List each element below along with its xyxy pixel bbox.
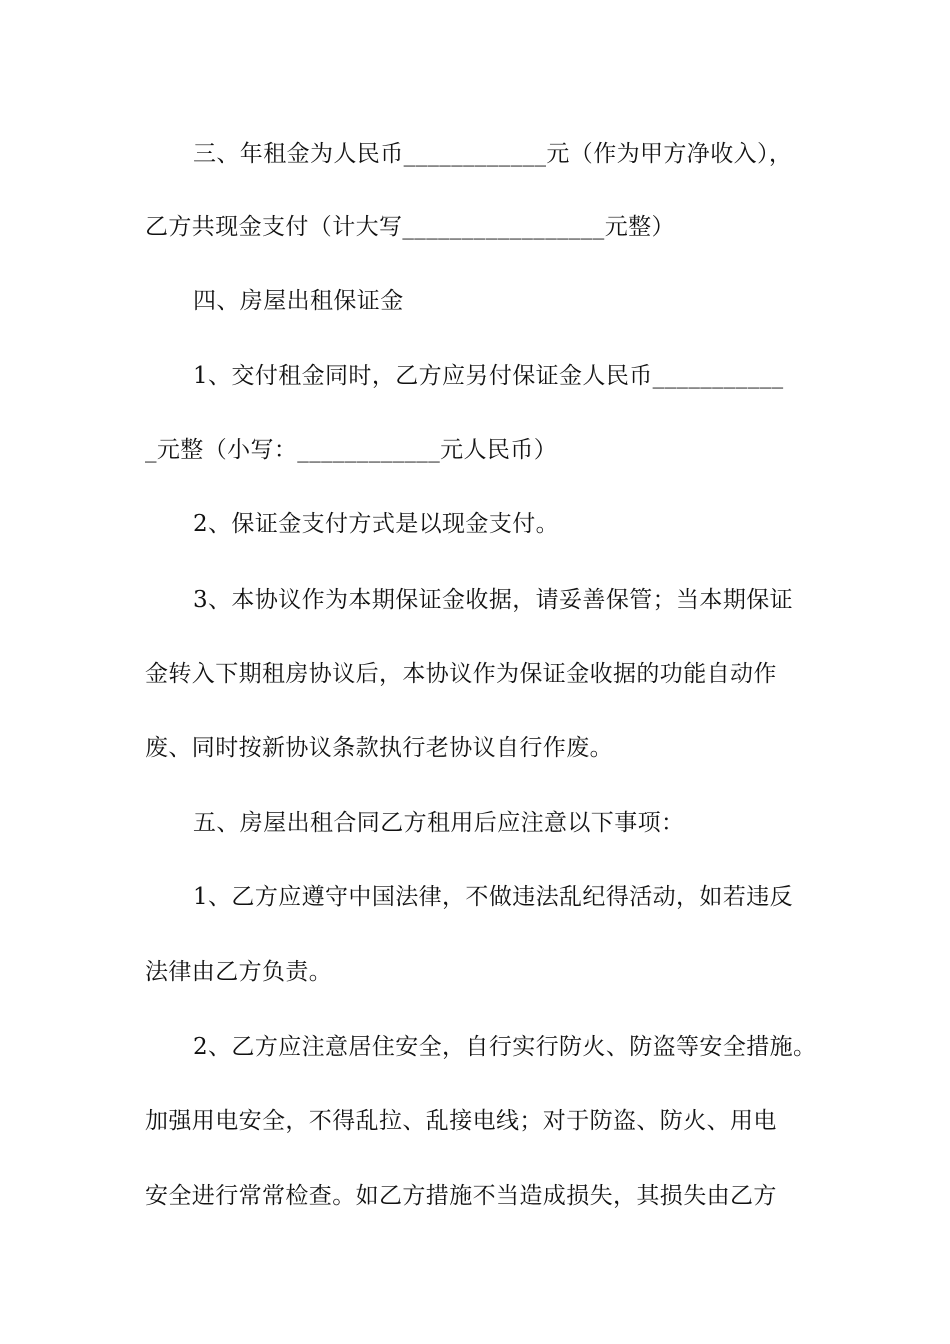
text-line-deposit-2: 2、保证金支付方式是以现金支付。 bbox=[193, 511, 560, 537]
text-line-deposit-3-cont: 金转入下期租房协议后，本协议作为保证金收据的功能自动作 bbox=[145, 661, 777, 687]
section-heading-deposit: 四、房屋出租保证金 bbox=[193, 288, 404, 314]
text-line-rent: 三、年租金为人民币____________元（作为甲方净收入）， bbox=[193, 141, 793, 167]
text-line-notice-2: 2、乙方应注意居住安全，自行实行防火、防盗等安全措施。 bbox=[193, 1034, 817, 1060]
text-line-notice-1: 1、乙方应遵守中国法律，不做违法乱纪得活动，如若违反 bbox=[193, 884, 794, 910]
text-line-cash-payment: 乙方共现金支付（计大写_________________元整） bbox=[145, 214, 675, 240]
text-line-deposit-1-cont: _元整（小写：____________元人民币） bbox=[145, 437, 558, 463]
text-line-notice-2-cont: 加强用电安全，不得乱拉、乱接电线；对于防盗、防火、用电 bbox=[145, 1108, 777, 1134]
text-line-notice-1-cont: 法律由乙方负责。 bbox=[145, 959, 333, 985]
text-line-deposit-3: 3、本协议作为本期保证金收据，请妥善保管；当本期保证 bbox=[193, 587, 794, 613]
text-line-notice-2-end: 安全进行常常检查。如乙方措施不当造成损失，其损失由乙方 bbox=[145, 1183, 777, 1209]
text-line-deposit-1: 1、交付租金同时，乙方应另付保证金人民币___________ bbox=[193, 363, 784, 389]
section-heading-notices: 五、房屋出租合同乙方租用后应注意以下事项： bbox=[193, 810, 685, 836]
text-line-deposit-3-end: 废、同时按新协议条款执行老协议自行作废。 bbox=[145, 735, 613, 761]
